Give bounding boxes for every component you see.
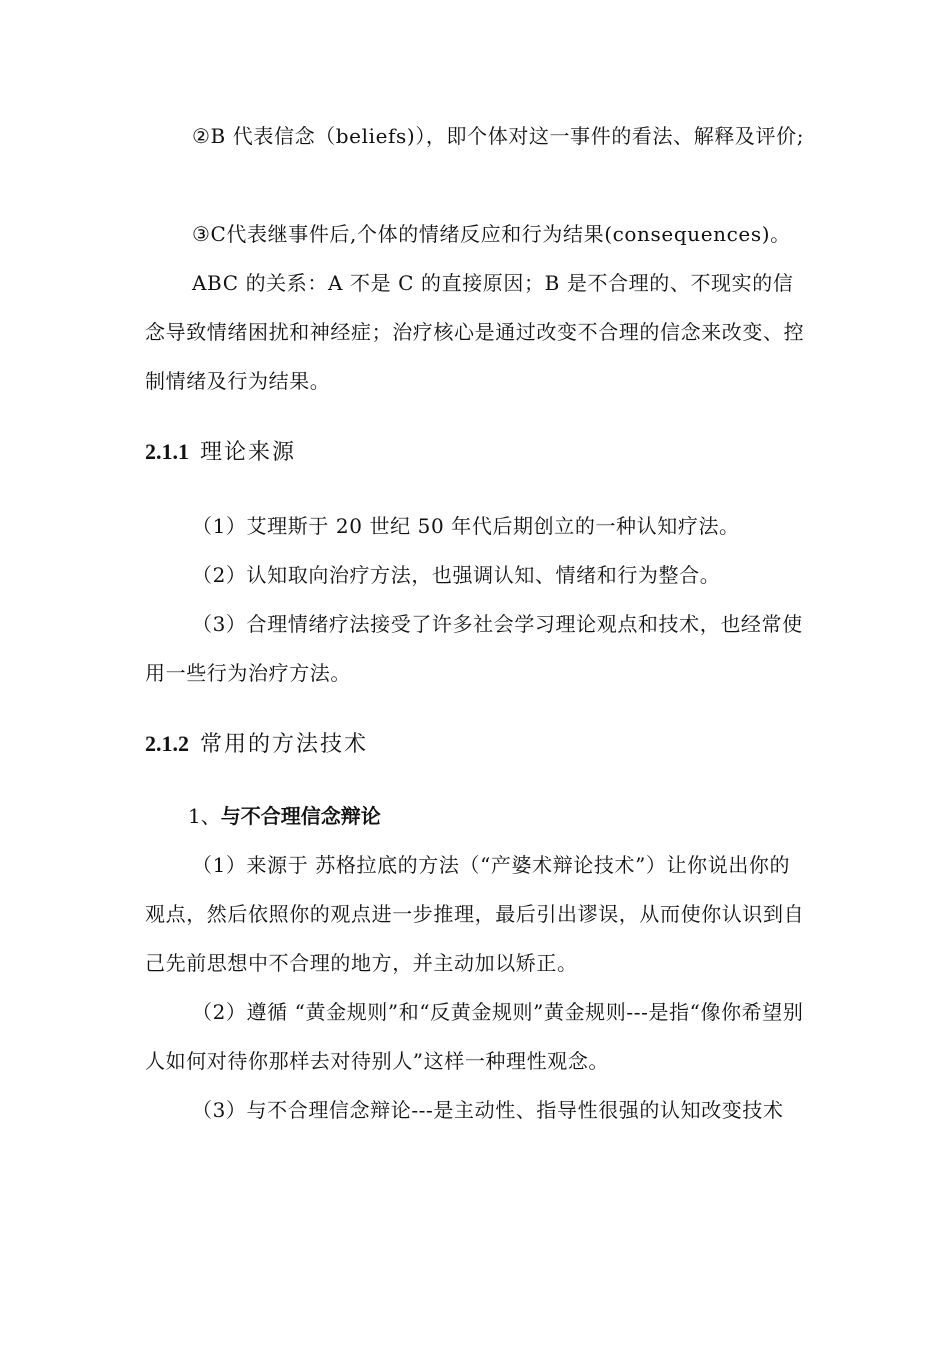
paragraph-beliefs: ②B 代表信念（beliefs)），即个体对这一事件的看法、解释及评价; (192, 124, 805, 148)
list-item-1: （1）艾理斯于 20 世纪 50 年代后期创立的一种认知疗法。 (192, 514, 740, 538)
section-title: 常用的方法技术 (200, 732, 369, 757)
paragraph-socratic-method: （1）来源于 苏格拉底的方法（“产婆术辩论技术”）让你说出你的观点，然后依照你的观点进一步推理，最后引出谬误，从而使你认识到自己先前思想中不合理的地方，并主动加以矫正。 (145, 853, 805, 975)
list-item-2: （2）认知取向治疗方法，也强调认知、情绪和行为整合。 (192, 563, 721, 587)
section-title: 理论来源 (200, 440, 297, 465)
paragraph-dispute-technique: （3）与不合理信念辩论---是主动性、指导性很强的认知改变技术 (192, 1098, 784, 1122)
paragraph-consequences: ③C代表继事件后,个体的情绪反应和行为结果(consequences)。 (192, 222, 791, 246)
paragraph-abc-relation: ABC 的关系：A 不是 C 的直接原因；B 是不合理的、不现实的信念导致情绪困扰和神经症；治疗核心是通过改变不合理的信念来改变、控制情绪及行为结果。 (145, 271, 805, 393)
subsection-title: 与不合理信念辩论 (220, 804, 381, 828)
subsection-number: 1、 (188, 804, 221, 828)
list-item-3: （3）合理情绪疗法接受了许多社会学习理论观点和技术，也经常使用一些行为治疗方法。 (145, 612, 803, 685)
subsection-heading (188, 801, 381, 831)
section-heading-methods (145, 729, 368, 760)
paragraph-golden-rule: （2）遵循 “黄金规则”和“反黄金规则”黄金规则---是指“像你希望别人如何对待你那样去对待别人”这样一种理性观念。 (145, 1000, 804, 1073)
section-number: 2.1.1 (145, 439, 189, 464)
section-heading-theory-source (145, 437, 296, 468)
section-number: 2.1.2 (145, 731, 189, 756)
